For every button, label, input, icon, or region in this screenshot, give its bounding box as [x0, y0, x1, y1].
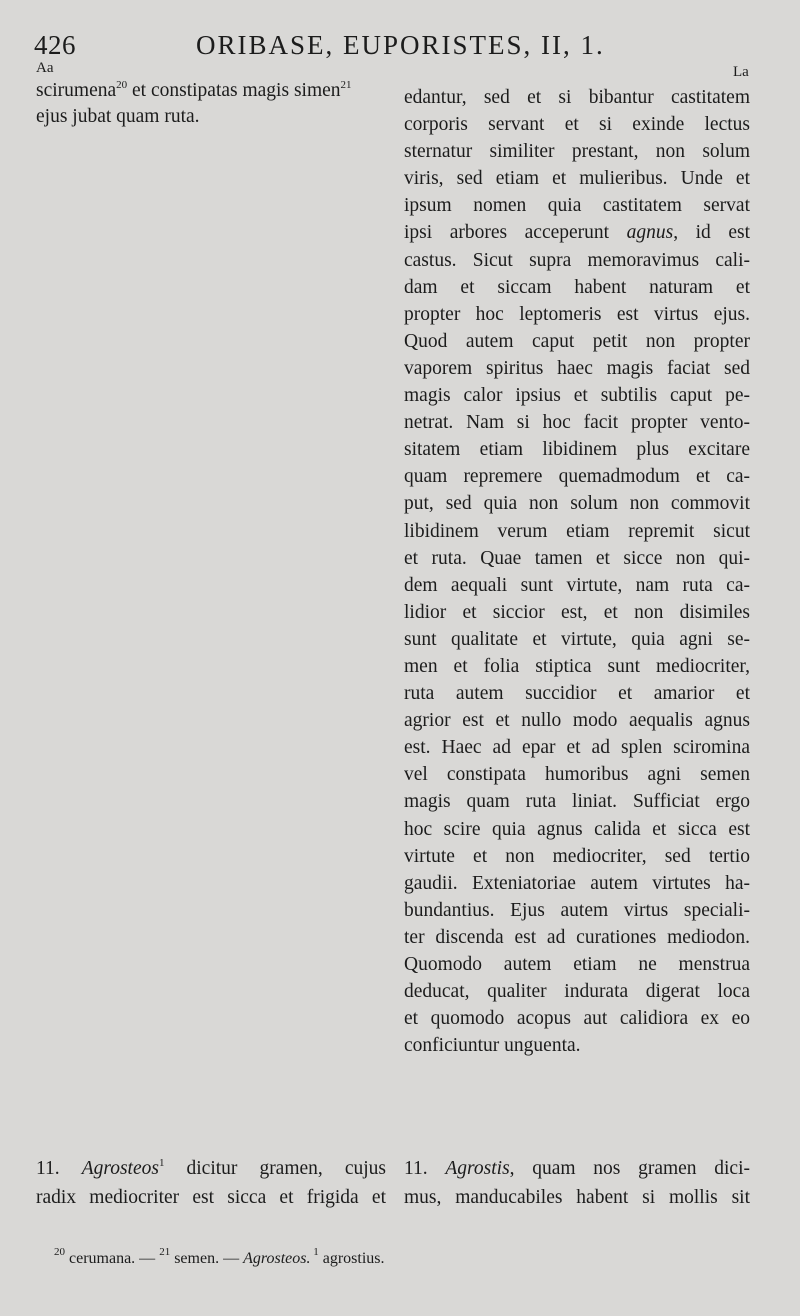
right-line: agrior est et nullo modo aequalis agnus [404, 710, 750, 732]
left-column [36, 78, 386, 131]
running-title: ORIBASE, EUPORISTES, II, 1. [196, 30, 605, 60]
left-line-1-text-b: et constipatas magis simen [127, 80, 341, 101]
footnote-number: 1 [310, 1246, 319, 1258]
right-line: Quod autem caput petit non propter [404, 330, 750, 352]
page-number: 426 [34, 30, 76, 60]
section-agrosteos [36, 1154, 386, 1212]
right-line: propter hoc leptomeris est virtus ejus. [404, 303, 750, 325]
right-line: magis calor ipsius et subtilis caput pe- [404, 385, 750, 407]
right-line-agnus-italic: agnus [626, 222, 674, 244]
section-agrosteos-line-1 [36, 1154, 386, 1183]
footnote-ref-1: 1 [158, 1157, 165, 1169]
left-line-2: ejus jubat quam ruta. [36, 106, 200, 128]
right-line-agnus-b: , id est [673, 222, 750, 244]
right-line-last: conficiuntur unguenta. [404, 1035, 581, 1057]
section-number: 11. [404, 1158, 446, 1179]
margin-label-right: La [733, 64, 749, 80]
right-line: dem aequali sunt virtute, nam ruta ca- [404, 574, 750, 596]
right-line: deducat, qualiter indurata digerat loca [404, 981, 750, 1003]
right-line: est. Haec ad epar et ad splen sciromina [404, 737, 750, 759]
right-line: men et folia stiptica sunt mediocriter, [404, 655, 750, 677]
footnote-ref-20: 20 [116, 79, 128, 91]
section-name: Agrosteos [81, 1158, 159, 1179]
right-line: sunt qualitate et virtute, quia agni se- [404, 628, 750, 650]
footnote-number: 21 [159, 1246, 171, 1258]
footnotes [54, 1246, 385, 1268]
right-line: quam repremere quemadmodum et ca- [404, 466, 750, 488]
right-line: Quomodo autem etiam ne menstrua [404, 954, 750, 975]
right-line: ter discenda est ad curationes mediodon. [404, 926, 750, 948]
right-line: put, sed quia non solum non commovit [404, 493, 750, 515]
section-name: Agrostis [445, 1158, 510, 1179]
section-agrostis-line-2: mus, manducabiles habent si mollis sit [404, 1187, 750, 1208]
right-line: netrat. Nam si hoc facit propter vento- [404, 412, 750, 434]
right-line: dam et siccam habent naturam et [404, 276, 750, 298]
section-text: , quam nos gramen dici- [509, 1158, 751, 1179]
footnote-italic: Agrosteos. [243, 1250, 311, 1267]
right-line: virtute et non mediocriter, sed tertio [404, 845, 750, 867]
right-line: viris, sed etiam et mulieribus. Unde et [404, 168, 750, 190]
right-line-agnus [404, 219, 750, 246]
right-line: vel constipata humoribus agni semen [404, 764, 750, 786]
section-number: 11. [36, 1158, 82, 1179]
margin-label-left: Aa [36, 60, 54, 76]
right-line: castus. Sicut supra memoravimus cali- [404, 249, 750, 271]
right-line: corporis servant et si exinde lectus [404, 114, 750, 136]
right-line: sitatem etiam libidinem plus excitare [404, 439, 750, 461]
right-line: libidinem verum etiam repremit sicut [404, 520, 750, 542]
right-line: et quomodo acopus aut calidiora ex eo [404, 1008, 750, 1030]
right-line: lidior et siccior est, et non disimiles [404, 601, 750, 623]
footnote-text: agrostius. [318, 1250, 385, 1267]
footnote-ref-21: 21 [340, 79, 352, 91]
left-line-1 [36, 78, 386, 104]
footnote-text: semen. — [170, 1250, 244, 1267]
right-line: sternatur similiter prestant, non solum [404, 141, 750, 163]
right-line: gaudii. Exteniatoriae autem virtutes ha- [404, 872, 750, 894]
section-text: dicitur gramen, cujus [164, 1158, 386, 1179]
right-column [404, 84, 750, 1059]
footnote-number: 20 [54, 1246, 65, 1258]
right-line: bundantius. Ejus autem virtus speciali- [404, 899, 750, 921]
right-line: ipsum nomen quia castitatem servat [404, 195, 750, 217]
right-line: magis quam ruta liniat. Sufficiat ergo [404, 791, 750, 813]
right-line-agnus-a: ipsi arbores acceperunt [404, 222, 627, 244]
footnote-text: cerumana. — [65, 1250, 160, 1267]
section-agrostis-line-1 [404, 1154, 750, 1183]
right-line: et ruta. Quae tamen et sicce non qui- [404, 547, 750, 569]
right-line: ruta autem succidior et amarior et [404, 683, 750, 705]
section-agrostis [404, 1154, 750, 1212]
left-line-1-text-a: scirumena [36, 80, 117, 101]
right-line: edantur, sed et si bibantur castitatem [404, 87, 750, 108]
right-line: hoc scire quia agnus calida et sicca est [404, 818, 750, 840]
section-agrosteos-line-2: radix mediocriter est sicca et frigida et [36, 1187, 386, 1208]
right-line: vaporem spiritus haec magis faciat sed [404, 357, 750, 379]
